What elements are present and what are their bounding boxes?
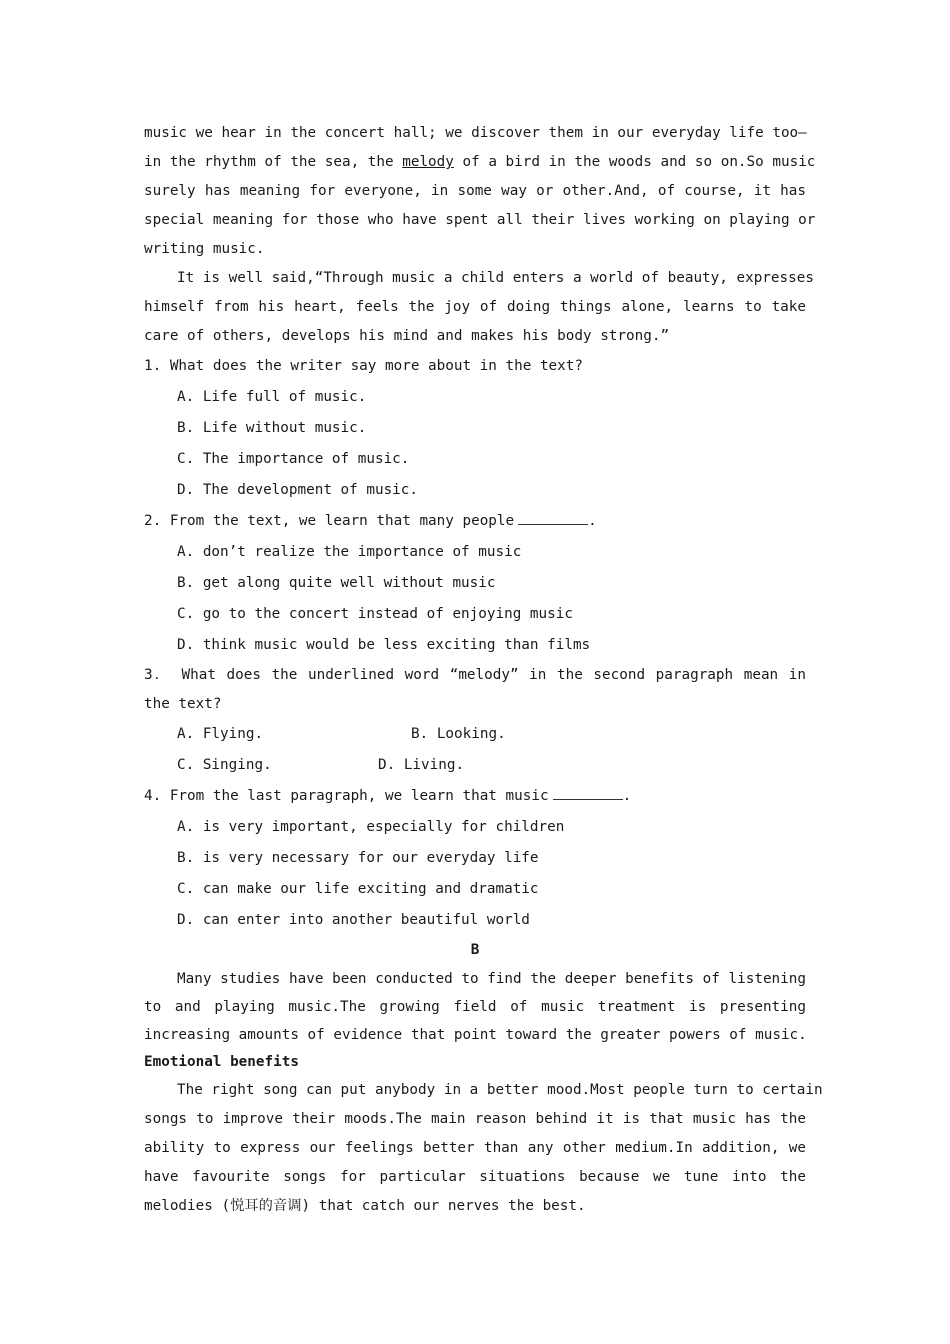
text-line: have favourite songs for particular situations because we tune into the: [144, 1169, 806, 1185]
text-line: care of others, develops his mind and makes his body strong.”: [144, 328, 670, 344]
section-heading: Emotional benefits: [144, 1054, 299, 1070]
option-b: B. get along quite well without music: [177, 575, 496, 591]
question-stem: 4. From the last paragraph, we learn that music .: [144, 781, 806, 812]
text-line: special meaning for those who have spent all their lives working on playing or: [144, 212, 816, 228]
text-line: Many studies have been conducted to find the deeper benefits of listening: [177, 971, 806, 987]
text-line: melodies (悦耳的音调) that catch our nerves the best.: [144, 1198, 586, 1214]
option-a: A. Life full of music.: [177, 389, 367, 405]
question-stem-continued: the text?: [144, 696, 222, 712]
underlined-word-melody: melody: [402, 154, 454, 170]
text-line: The right song can put anybody in a better mood.Most people turn to certain: [177, 1082, 823, 1098]
passage-b-body: [144, 1076, 823, 1221]
option-a: A. don’t realize the importance of music: [177, 544, 522, 560]
option-row: [144, 750, 806, 781]
option-d: D. can enter into another beautiful world: [177, 912, 530, 928]
question-4: [144, 781, 806, 936]
text-line: increasing amounts of evidence that point toward the greater powers of music.: [144, 1027, 807, 1043]
option-c: C. can make our life exciting and dramatic: [177, 881, 539, 897]
text-line: in the rhythm of the sea, the melody of a bird in the woods and so on.So music: [144, 154, 816, 170]
option-d: D. think music would be less exciting than films: [177, 637, 591, 653]
document-page: [144, 119, 823, 1221]
text-line: surely has meaning for everyone, in some way or other.And, of course, it has: [144, 183, 806, 199]
option-c: C. The importance of music.: [177, 451, 410, 467]
question-3: [144, 661, 806, 781]
passage-b-intro: [144, 965, 806, 1049]
option-row: [144, 719, 806, 750]
question-stem: 2. From the text, we learn that many people .: [144, 506, 806, 537]
question-1: [144, 351, 806, 506]
answer-blank: [553, 785, 623, 800]
text-line: himself from his heart, feels the joy of doing things alone, learns to take: [144, 299, 806, 315]
question-2: [144, 506, 806, 661]
text-line: writing music.: [144, 241, 265, 257]
passage-a-paragraph-1: [144, 119, 816, 264]
question-stem: 3． What does the underlined word “melody” in the second paragraph mean in: [144, 667, 806, 683]
question-stem: 1. What does the writer say more about in the text?: [144, 358, 583, 374]
option-b: B. is very necessary for our everyday life: [177, 850, 539, 866]
option-a: A. Flying.: [177, 726, 264, 742]
option-d: D. The development of music.: [177, 482, 419, 498]
text-line: songs to improve their moods.The main reason behind it is that music has the: [144, 1111, 806, 1127]
text-line: ability to express our feelings better than any other medium.In addition, we: [144, 1140, 806, 1156]
option-b: B. Life without music.: [177, 420, 367, 436]
text-line: It is well said,“Through music a child enters a world of beauty, expresses: [177, 270, 814, 286]
option-c: C. Singing.: [177, 757, 272, 773]
section-label: B: [470, 942, 480, 958]
option-d: D. Living.: [378, 757, 465, 773]
passage-a-paragraph-2: [144, 264, 814, 351]
answer-blank: [518, 510, 588, 525]
option-a: A. is very important, especially for children: [177, 819, 565, 835]
option-b: B. Looking.: [411, 726, 506, 742]
option-c: C. go to the concert instead of enjoying music: [177, 606, 573, 622]
text-line: music we hear in the concert hall; we discover them in our everyday life too—: [144, 125, 807, 141]
text-line: to and playing music.The growing field of music treatment is presenting: [144, 999, 806, 1015]
